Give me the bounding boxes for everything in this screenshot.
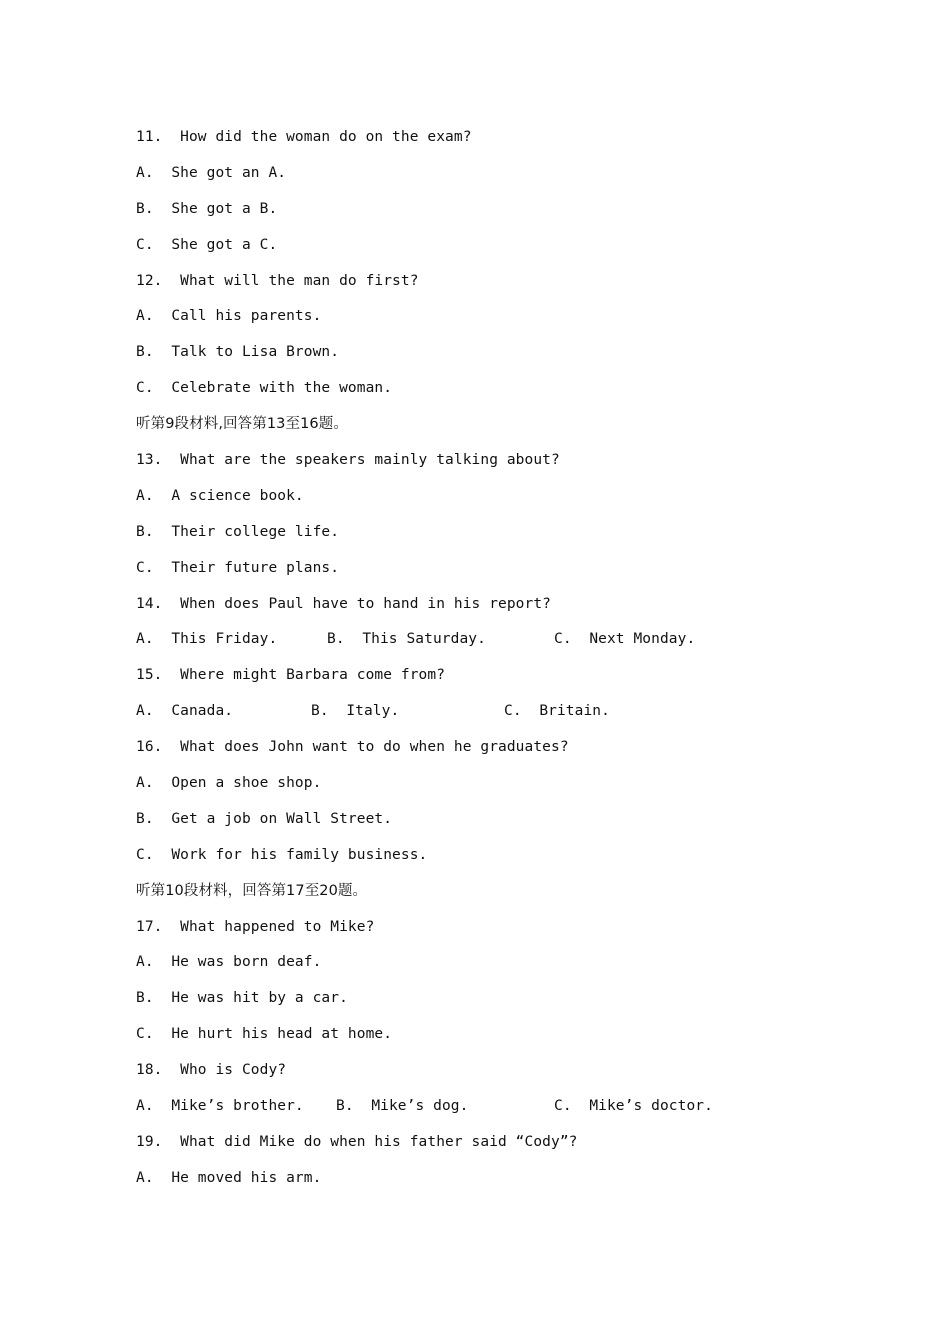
option-17-b: B. He was hit by a car. bbox=[136, 990, 348, 1007]
option-11-c: C. She got a C. bbox=[136, 236, 278, 253]
option-14-a: A. This Friday. bbox=[136, 631, 278, 648]
question-17: 17. What happened to Mike? bbox=[136, 918, 375, 935]
question-11: 11. How did the woman do on the exam? bbox=[136, 129, 472, 145]
option-11-b: B. She got a B. bbox=[136, 200, 278, 217]
option-14-b: B. This Saturday. bbox=[327, 631, 486, 648]
option-16-a: A. Open a shoe shop. bbox=[136, 775, 322, 792]
question-18: 18. Who is Cody? bbox=[136, 1062, 287, 1079]
option-14-c: C. Next Monday. bbox=[554, 631, 696, 648]
question-13: 13. What are the speakers mainly talking about? bbox=[136, 452, 560, 469]
option-18-b: B. Mike’s dog. bbox=[336, 1098, 469, 1115]
option-12-a: A. Call his parents. bbox=[136, 308, 322, 325]
option-12-c: C. Celebrate with the woman. bbox=[136, 380, 393, 397]
option-13-a: A. A science book. bbox=[136, 487, 304, 504]
options-18 bbox=[136, 1095, 836, 1131]
question-list bbox=[136, 126, 836, 1203]
option-11-a: A. She got an A. bbox=[136, 164, 287, 181]
option-17-c: C. He hurt his head at home. bbox=[136, 1026, 393, 1043]
options-14 bbox=[136, 628, 836, 664]
section-instruction-9: 听第9段材料,回答第13至16题。 bbox=[136, 416, 348, 433]
section-instruction-10: 听第10段材料，回答第17至20题。 bbox=[136, 882, 368, 899]
option-18-a: A. Mike’s brother. bbox=[136, 1098, 304, 1115]
option-16-c: C. Work for his family business. bbox=[136, 846, 428, 863]
option-17-a: A. He was born deaf. bbox=[136, 954, 322, 971]
question-16: 16. What does John want to do when he graduates? bbox=[136, 739, 569, 756]
option-15-a: A. Canada. bbox=[136, 703, 234, 720]
option-13-c: C. Their future plans. bbox=[136, 559, 340, 576]
option-15-c: C. Britain. bbox=[504, 703, 610, 720]
option-19-a: A. He moved his arm. bbox=[136, 1169, 322, 1186]
question-12: 12. What will the man do first? bbox=[136, 272, 419, 289]
question-15: 15. Where might Barbara come from? bbox=[136, 667, 446, 684]
options-15 bbox=[136, 700, 836, 736]
option-16-b: B. Get a job on Wall Street. bbox=[136, 810, 393, 827]
option-12-b: B. Talk to Lisa Brown. bbox=[136, 344, 340, 361]
option-13-b: B. Their college life. bbox=[136, 523, 340, 540]
question-19: 19. What did Mike do when his father said “Cody”? bbox=[136, 1133, 578, 1150]
question-14: 14. When does Paul have to hand in his report? bbox=[136, 595, 551, 612]
option-18-c: C. Mike’s doctor. bbox=[554, 1098, 713, 1115]
option-15-b: B. Italy. bbox=[311, 703, 400, 720]
